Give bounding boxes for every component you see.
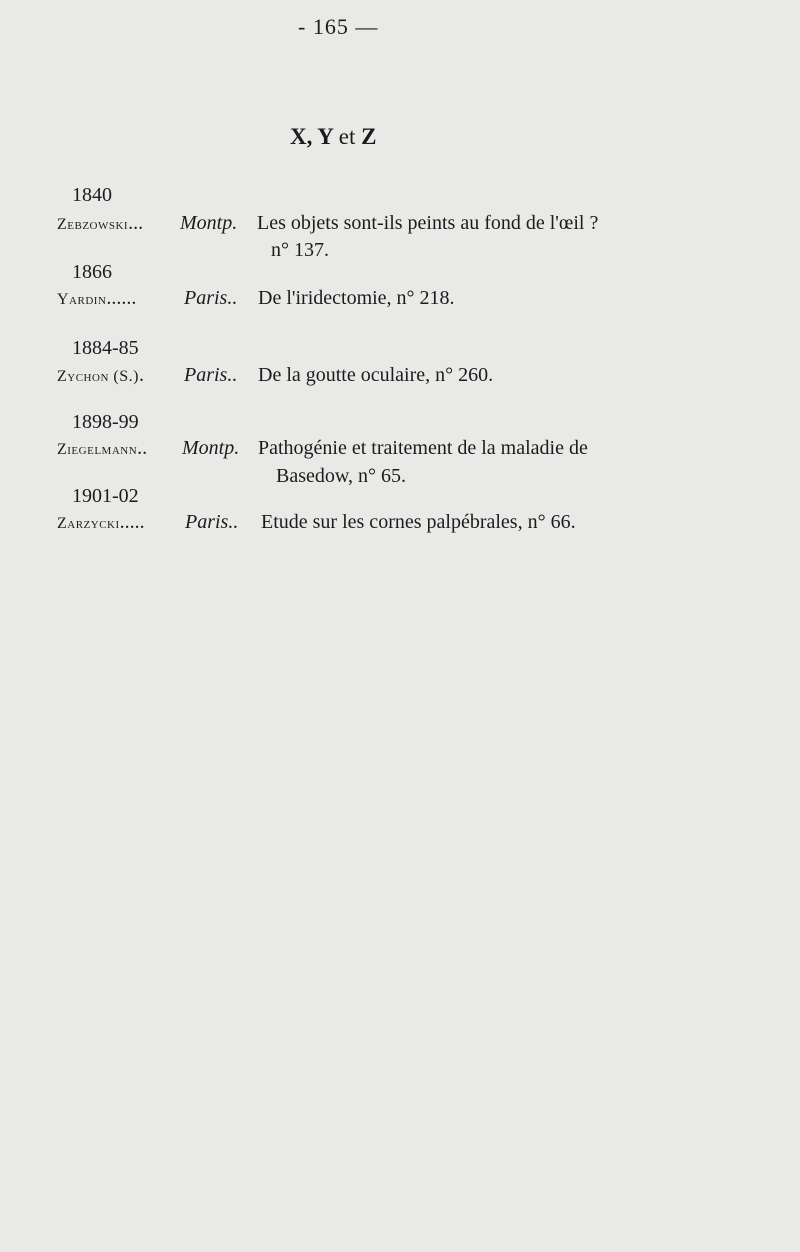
- entry-year: 1840: [72, 184, 112, 206]
- entry-title: De l'iridectomie, n° 218.: [258, 287, 455, 309]
- entry-row: [57, 511, 677, 534]
- heading-et: et: [338, 124, 356, 149]
- entry-row: [57, 437, 677, 460]
- entry-dots: ..: [137, 437, 148, 459]
- entry-row: [57, 287, 677, 310]
- entry-author: Zychon (S.): [57, 368, 139, 385]
- section-heading: [290, 124, 376, 150]
- entry-author: Zebzowski: [57, 216, 129, 233]
- entry-year: 1866: [72, 261, 112, 283]
- entry-author: Zarzycki: [57, 515, 120, 532]
- entry-dots: ...: [128, 212, 144, 234]
- entry-dots: ......: [106, 287, 137, 309]
- heading-letters: X, Y: [290, 124, 334, 149]
- entry-row: [57, 364, 677, 387]
- entry-row: [57, 212, 677, 235]
- entry-city: Paris..: [184, 364, 238, 386]
- entry-city: Montp.: [180, 212, 238, 234]
- entry-author: Ziegelmann: [57, 441, 138, 458]
- entry-year: 1898-99: [72, 411, 139, 433]
- page-number: - 165 —: [298, 14, 379, 39]
- entry-title: Les objets sont-ils peints au fond de l'œil ?: [257, 212, 599, 234]
- entry-title: Pathogénie et traitement de la maladie de: [258, 437, 588, 459]
- entry-dots: .: [138, 364, 144, 386]
- entry-year: 1884-85: [72, 337, 139, 359]
- entry-dots: .....: [119, 511, 145, 533]
- entry-title-continuation: Basedow, n° 65.: [276, 465, 407, 487]
- entry-city: Paris..: [185, 511, 239, 533]
- entry-city: Montp.: [182, 437, 240, 459]
- entry-year: 1901-02: [72, 485, 139, 507]
- page-number-value: 165: [312, 14, 349, 39]
- entry-title: De la goutte oculaire, n° 260.: [258, 364, 494, 386]
- entry-city: Paris..: [184, 287, 238, 309]
- entry-title: Etude sur les cornes palpébrales, n° 66.: [261, 511, 576, 533]
- heading-last: Z: [361, 124, 377, 149]
- entry-author: Yardin: [57, 291, 107, 308]
- entry-title-continuation: n° 137.: [271, 239, 329, 261]
